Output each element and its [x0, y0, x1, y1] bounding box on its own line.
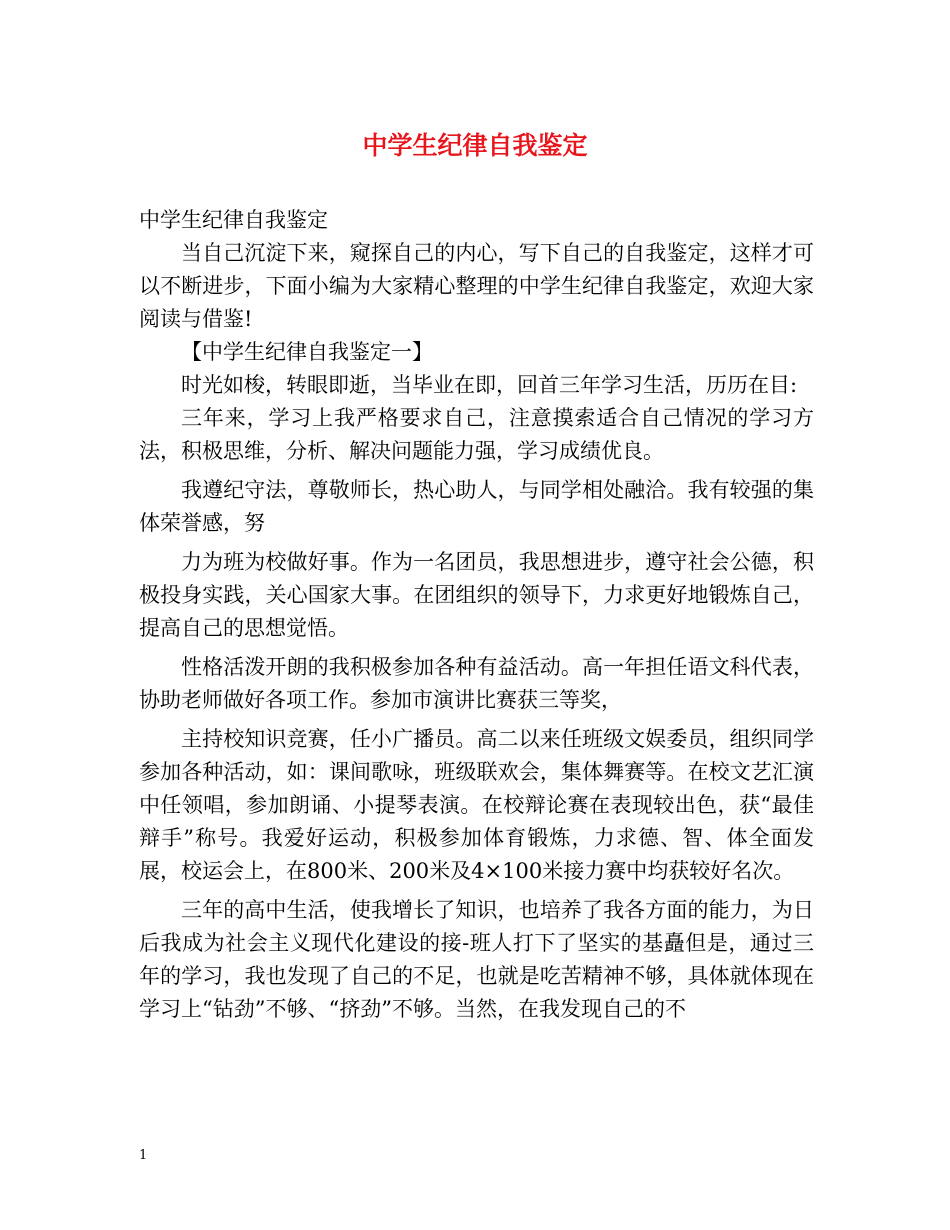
page-number: 1 [139, 1148, 148, 1163]
paragraph: 力为班为校做好事。作为一名团员，我思想进步，遵守社会公德，积极投身实践，关心国家大事。在团组织的领导下，力求更好地锻炼自己，提高自己的思想觉悟。 [139, 550, 814, 640]
body-heading: 中学生纪律自我鉴定 [139, 208, 328, 232]
document-title: 中学生纪律自我鉴定 [362, 131, 588, 160]
section-heading: 【中学生纪律自我鉴定一】 [181, 340, 433, 364]
paragraph: 性格活泼开朗的我积极参加各种有益活动。高一年担任语文科代表，协助老师做好各项工作。参加市演讲比赛获三等奖， [139, 655, 814, 712]
paragraph-intro: 当自己沉淀下来，窥探自己的内心，写下自己的自我鉴定，这样才可以不断进步，下面小编为大家精心整理的中学生纪律自我鉴定，欢迎大家阅读与借鉴! [139, 241, 814, 331]
paragraph: 时光如梭，转眼即逝，当毕业在即，回首三年学习生活，历历在目: [181, 373, 798, 397]
paragraph: 三年来，学习上我严格要求自己，注意摸索适合自己情况的学习方法，积极思维，分析、解决问题能力强，学习成绩优良。 [139, 406, 814, 463]
paragraph: 我遵纪守法，尊敬师长，热心助人，与同学相处融洽。我有较强的集体荣誉感，努 [139, 478, 814, 535]
document-body [139, 204, 814, 1026]
paragraph: 主持校知识竞赛，任小广播员。高二以来任班级文娱委员，组织同学参加各种活动，如：课间歌咏，班级联欢会，集体舞赛等。在校文艺汇演中任领唱，参加朗诵、小提琴表演。在校辩论赛在表现较出色，获“最佳辩手”称号。我爱好运动，积极参加体育锻炼，力求德、智、体全面发展，校运会上，在800米、200米及4×100米接力赛中均获较好名次。 [139, 727, 814, 883]
paragraph: 三年的高中生活，使我增长了知识，也培养了我各方面的能力，为日后我成为社会主义现代化建设的接-班人打下了坚实的基矗但是，通过三年的学习，我也发现了自己的不足，也就是吃苦精神不够，具体就体现在学习上“钻劲”不够、“挤劲”不够。当然，在我发现自己的不 [139, 898, 814, 1021]
